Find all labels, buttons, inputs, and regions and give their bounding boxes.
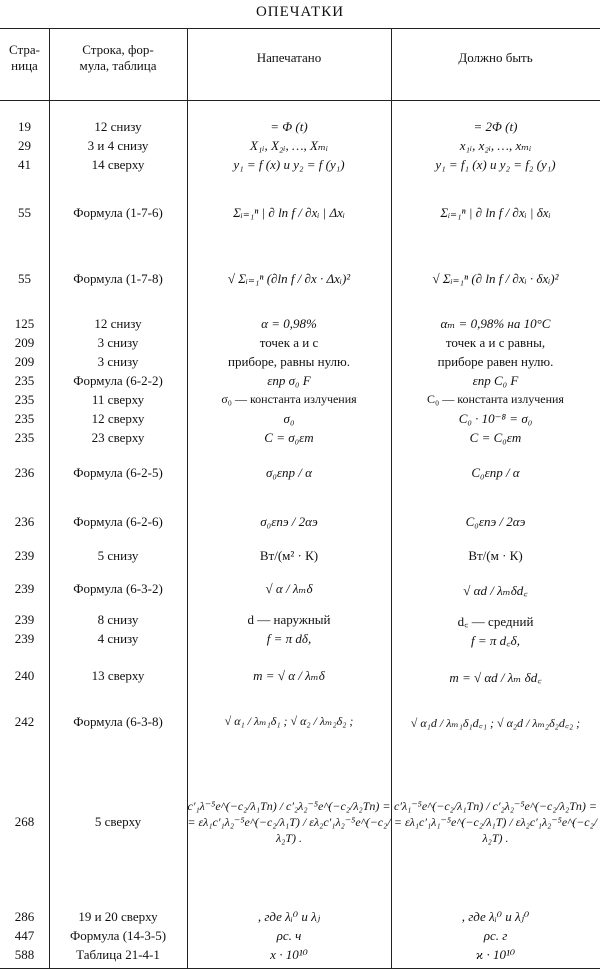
row-page: 239: [14, 612, 35, 627]
row-printed: √ Σᵢ₌₁ⁿ (∂ln f / ∂x · Δxᵢ)²: [227, 271, 351, 286]
errata-table: [0, 28, 600, 968]
row-line: 4 снизу: [97, 631, 139, 646]
row-line: 19 и 20 сверху: [78, 909, 158, 924]
header-page-line-1: Стра-: [9, 42, 40, 57]
header-should: Должно быть: [458, 50, 533, 65]
row-printed: ρс. ч: [276, 928, 302, 943]
row-printed: y₁ = f (x) и y₂ = f (y₁): [233, 157, 345, 172]
row-printed: α = 0,98%: [261, 316, 317, 331]
row-line: 12 снизу: [94, 119, 142, 134]
row-page: 41: [18, 157, 31, 172]
row-should: Вт/(м · К): [468, 548, 523, 563]
row-should: d꜀ — средний: [457, 614, 534, 629]
row-printed: , где λᵢ⁰ и λⱼ: [257, 909, 321, 924]
row-printed: = Φ (t): [270, 119, 308, 134]
row-page: 239: [14, 631, 35, 646]
row-should: εпр C₀ F: [472, 373, 519, 388]
row-line: 11 сверху: [91, 392, 145, 407]
row-printed: приборе, равны нулю.: [228, 354, 350, 369]
header-bottom-border: [0, 100, 600, 101]
row-printed: √ α₁ / λₘ₁δ₁ ; √ α₂ / λₘ₂δ₂ ;: [224, 714, 354, 728]
header-page: [0, 42, 49, 74]
row-line: 3 и 4 снизу: [87, 138, 149, 153]
row-line: Формула (6-3-2): [73, 581, 163, 596]
row-should: √ α₁d / λₘ₁δ₁d꜀₁ ; √ α₂d / λₘ₂δ₂d꜀₂ ;: [410, 716, 581, 730]
row-should: αₘ = 0,98% на 10°С: [440, 316, 551, 331]
row-page: 235: [14, 392, 35, 407]
row-line: 3 снизу: [97, 335, 139, 350]
row-line: Формула (6-2-2): [73, 373, 163, 388]
row-should: , где λᵢ⁰ и λⱼ⁰: [461, 909, 530, 924]
row-line: 14 сверху: [91, 157, 145, 172]
row-printed: Вт/(м² · К): [259, 548, 319, 563]
row-line: 12 снизу: [94, 316, 142, 331]
row-should: m = √ αd / λₘ δd꜀: [449, 670, 542, 685]
row-line: 8 снизу: [97, 612, 139, 627]
header-line-line-2: мула, таблица: [79, 58, 157, 73]
row-page: 55: [18, 271, 31, 286]
row-should: y₁ = f₁ (x) и y₂ = f₂ (y₁): [435, 157, 556, 172]
row-line: Формула (14-3-5): [69, 928, 167, 943]
row-should: C₀ — константа излучения: [427, 392, 564, 406]
row-printed: σ₀ — константа излучения: [221, 392, 357, 406]
row-printed: x · 10¹⁰: [270, 947, 308, 962]
row-page: 268: [14, 814, 35, 829]
row-line: Формула (1-7-8): [73, 271, 163, 286]
row-line: 12 сверху: [91, 411, 145, 426]
row-printed: σ₀εпэ / 2αэ: [260, 514, 318, 529]
row-page: 235: [14, 373, 35, 388]
row-printed: f = π dδ,: [266, 631, 312, 646]
row-printed: σ₀εпр / α: [266, 465, 312, 480]
row-line: Таблица 21-4-1: [76, 947, 160, 962]
row-should: C₀εпэ / 2αэ: [465, 514, 526, 529]
row-line: 5 снизу: [97, 548, 139, 563]
row-page: 447: [14, 928, 35, 943]
row-page: 209: [14, 335, 35, 350]
row-should: C₀ · 10⁻⁸ = σ₀: [458, 411, 533, 426]
row-printed: √ α / λₘδ: [265, 581, 313, 596]
header-page-line-2: ница: [11, 58, 38, 73]
row-page: 55: [18, 205, 31, 220]
row-line: Формула (1-7-6): [73, 205, 163, 220]
row-line: Формула (6-3-8): [73, 714, 163, 729]
row-should: √ Σᵢ₌₁ⁿ (∂ ln f / ∂xᵢ · δxᵢ)²: [432, 271, 559, 286]
row-printed: d — наружный: [247, 612, 331, 627]
row-should: f = π d꜀δ,: [471, 633, 520, 648]
row-printed: Σᵢ₌₁ⁿ | ∂ ln f / ∂xᵢ | Δxᵢ: [233, 205, 345, 220]
header-line: [49, 42, 187, 74]
row-page: 240: [14, 668, 35, 683]
row-line: 13 сверху: [91, 668, 145, 683]
table-top-border: [0, 28, 600, 29]
row-should: c′λ₁⁻⁵e^(−c₂/λ₁Tп) / c′₂λ₂⁻⁵e^(−c₂/λ₂Tп) = = ελ₁c′₁λ₁⁻⁵e^(−c₂/λ₁T) / ελ₂c′₁λ₂⁻⁵e^(−c₂/λ₂T) .: [393, 799, 598, 845]
row-page: 209: [14, 354, 35, 369]
row-page: 286: [14, 909, 35, 924]
row-page: 236: [14, 465, 35, 480]
row-should: точек a и c равны,: [445, 335, 546, 350]
row-should: √ αd / λₘδd꜀: [463, 583, 528, 598]
row-should: = 2Φ (t): [473, 119, 518, 134]
row-page: 239: [14, 581, 35, 596]
row-should: C = C₀εт: [469, 430, 522, 445]
row-line: 5 сверху: [94, 814, 142, 829]
row-page: 235: [14, 430, 35, 445]
row-page: 242: [14, 714, 35, 729]
row-line: 23 сверху: [91, 430, 145, 445]
row-printed: C = σ₀εт: [264, 430, 314, 445]
row-page: 239: [14, 548, 35, 563]
row-should: x₁ᵢ, x₂ᵢ, …, xₘᵢ: [459, 138, 532, 153]
row-printed: точек a и c: [259, 335, 319, 350]
row-page: 125: [14, 316, 35, 331]
row-page: 235: [14, 411, 35, 426]
row-should: ϰ · 10¹⁰: [475, 947, 516, 962]
row-page: 19: [18, 119, 31, 134]
table-bottom-border: [0, 968, 600, 969]
row-should: C₀εпр / α: [471, 465, 520, 480]
row-printed: X₁ᵢ, X₂ᵢ, …, Xₘᵢ: [249, 138, 329, 153]
page-title: ОПЕЧАТКИ: [255, 4, 345, 20]
row-line: 3 снизу: [97, 354, 139, 369]
row-page: 29: [18, 138, 31, 153]
row-printed: σ₀: [283, 411, 295, 426]
row-line: Формула (6-2-6): [73, 514, 163, 529]
row-should: приборе равен нулю.: [437, 354, 554, 369]
row-printed: c′₁λ⁻⁵e^(−c₂/λ₁Tп) / c′₂λ₂⁻⁵e^(−c₂/λ₂Tп) = = ελ₁c′₁λ₂⁻⁵e^(−c₂/λ₁T) / ελ₂c′₁λ₂⁻⁵e^(−c₂/λ₂T) .: [187, 799, 391, 845]
row-should: Σᵢ₌₁ⁿ | ∂ ln f / ∂xᵢ | δxᵢ: [440, 205, 551, 220]
row-page: 588: [14, 947, 35, 962]
row-printed: εпр σ₀ F: [267, 373, 311, 388]
header-printed: Напечатано: [256, 50, 322, 65]
row-printed: m = √ α / λₘδ: [253, 668, 325, 683]
row-line: Формула (6-2-5): [73, 465, 163, 480]
row-should: ρс. г: [483, 928, 508, 943]
row-page: 236: [14, 514, 35, 529]
header-line-line-1: Строка, фор-: [82, 42, 154, 57]
